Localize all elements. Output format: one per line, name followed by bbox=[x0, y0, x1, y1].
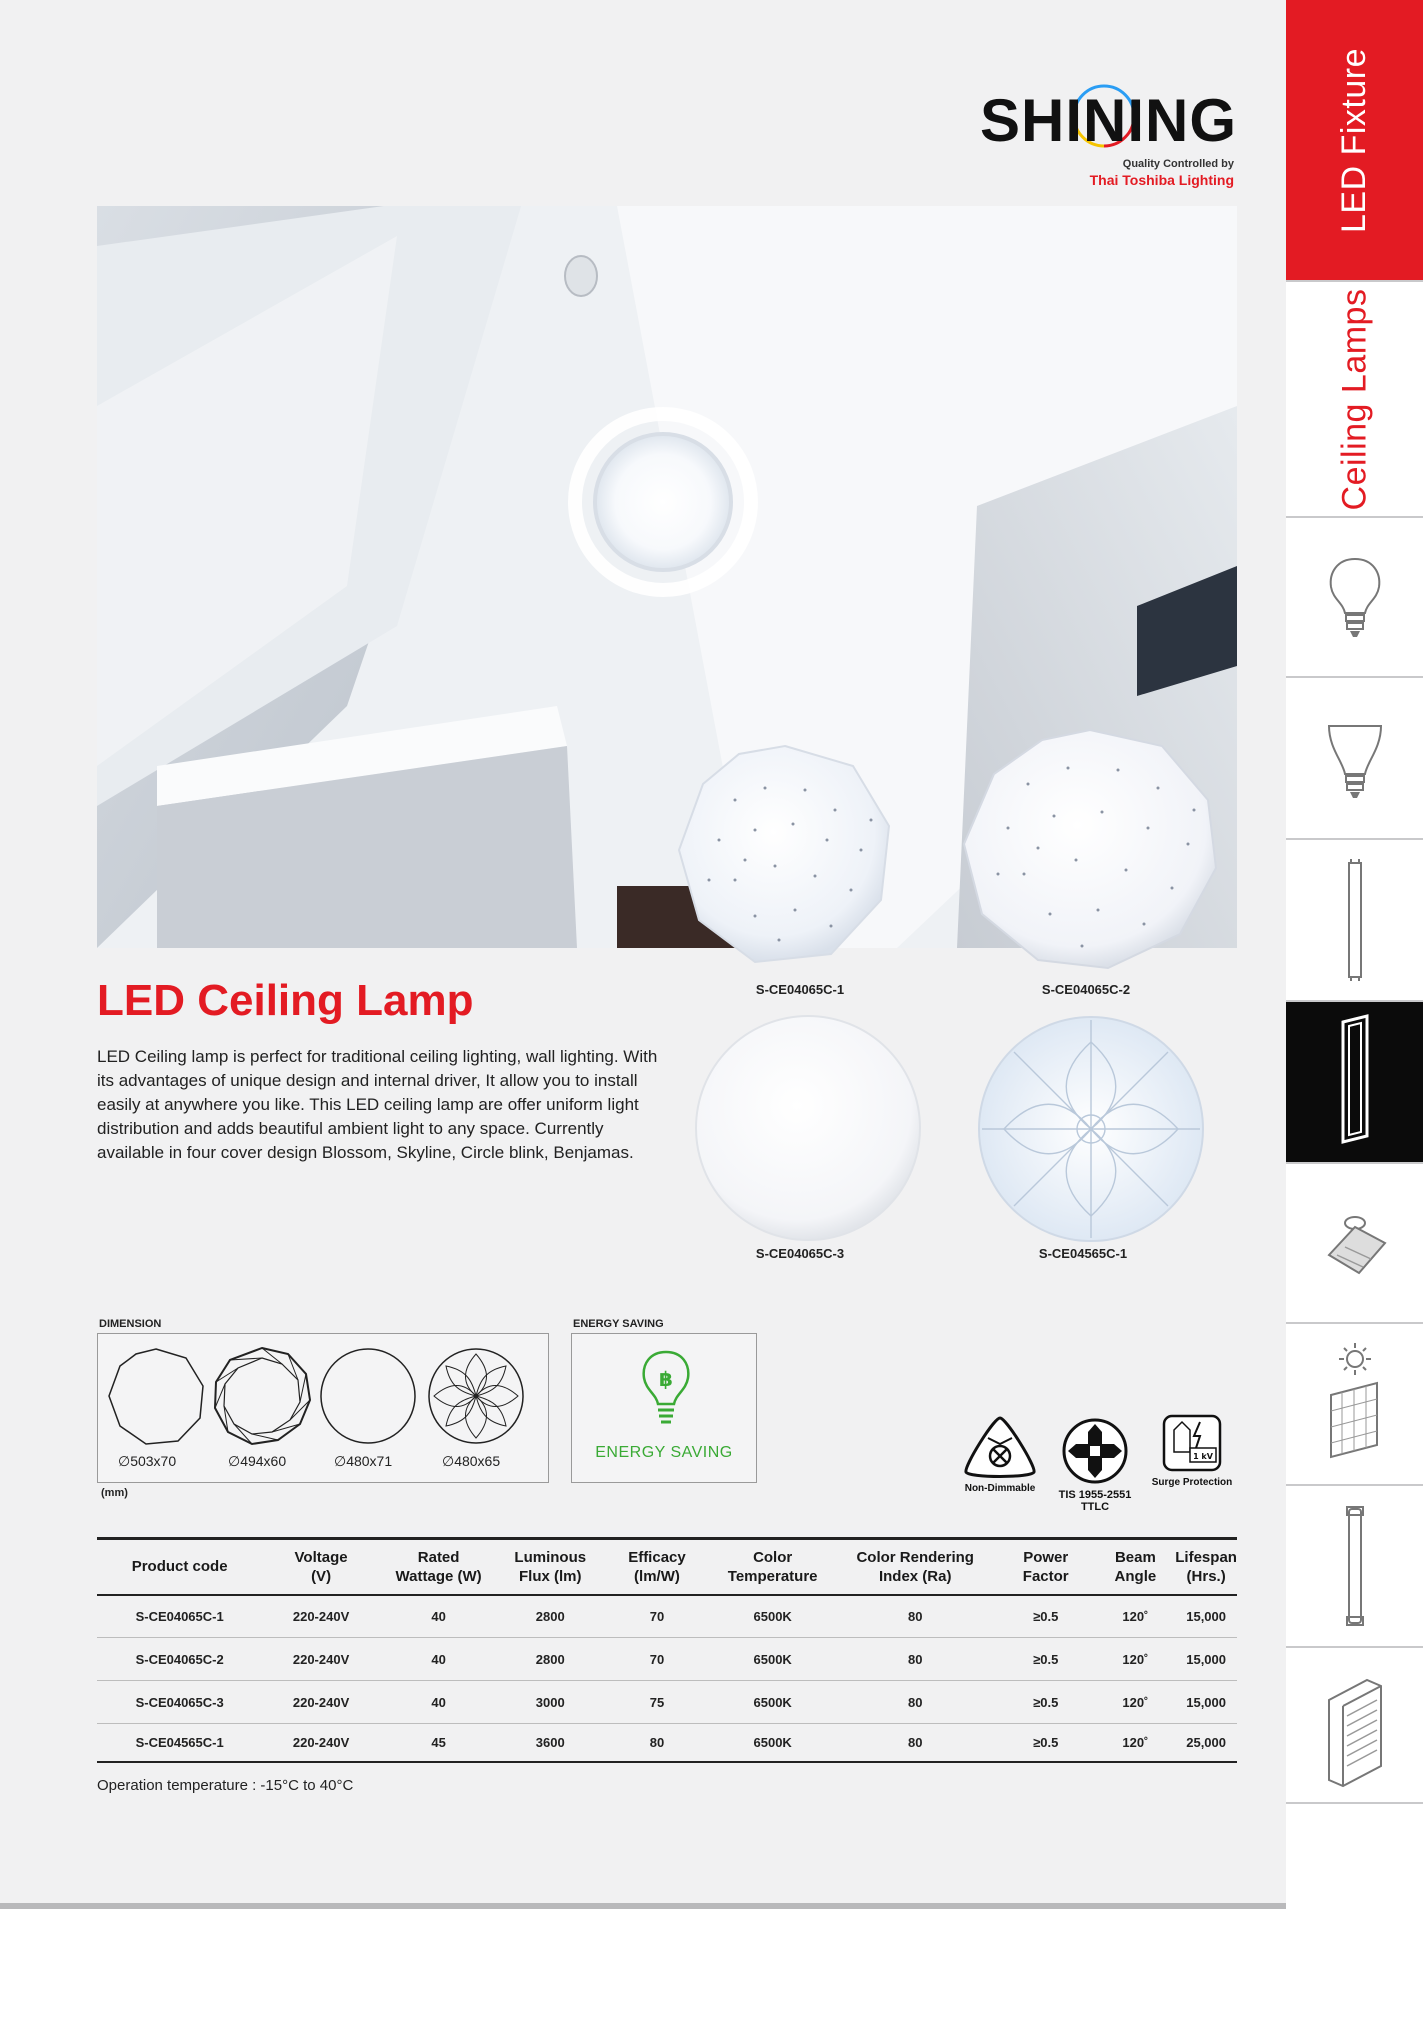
sidebar-item-bulb[interactable] bbox=[1286, 518, 1423, 678]
dimension-label: DIMENSION bbox=[99, 1318, 162, 1330]
dimension-caption-2: ∅494x60 bbox=[228, 1453, 287, 1469]
operation-temperature-note: Operation temperature : -15°C to 40°C bbox=[97, 1777, 354, 1794]
header-power-factor: Power Factor bbox=[996, 1539, 1096, 1595]
product-description: LED Ceiling lamp is perfect for traditional ceiling lighting, wall lighting. With its advantages of unique design and internal driver, It allow you to install easily at anywhere you like. This LED ceiling lamp are offer uniform light distribution and adds beautiful ambient light to any space. Currently available in four cover design Blossom, Skyline, Circle blink, Benjamas. bbox=[97, 1047, 658, 1162]
variant-label-3: S-CE04065C-3 bbox=[755, 1246, 845, 1261]
brand-logo bbox=[980, 86, 1240, 196]
surge-protection-icon bbox=[1160, 1412, 1224, 1474]
header-product-code: Product code bbox=[97, 1539, 262, 1595]
cell-product-code: S-CE04565C-1 bbox=[97, 1724, 262, 1762]
cell-lifespan: 25,000 bbox=[1175, 1724, 1237, 1762]
cell-power-factor: ≥0.5 bbox=[996, 1724, 1096, 1762]
cell-luminous-flux: 2800 bbox=[497, 1595, 603, 1638]
cell-product-code: S-CE04065C-1 bbox=[97, 1595, 262, 1638]
cell-efficacy: 70 bbox=[603, 1638, 711, 1681]
cell-product-code: S-CE04065C-2 bbox=[97, 1638, 262, 1681]
cell-luminous-flux: 3000 bbox=[497, 1681, 603, 1724]
sidebar-category-label: LED Fixture bbox=[1335, 47, 1373, 233]
non-dimmable-icon bbox=[962, 1414, 1038, 1480]
variant-label-4: S-CE04565C-1 bbox=[1038, 1246, 1128, 1261]
dimension-shape-blossom bbox=[426, 1346, 526, 1446]
solar-panel-icon bbox=[1315, 1339, 1395, 1469]
cell-beam-angle: 120˚ bbox=[1096, 1595, 1176, 1638]
spec-table bbox=[97, 1537, 1237, 1763]
cell-lifespan: 15,000 bbox=[1175, 1681, 1237, 1724]
variant-image-1 bbox=[675, 740, 895, 970]
cell-cri: 80 bbox=[835, 1638, 996, 1681]
header-beam-angle: Beam Angle bbox=[1096, 1539, 1176, 1595]
header-wattage: Rated Wattage (W) bbox=[380, 1539, 498, 1595]
sidebar-item-t5-tube[interactable] bbox=[1286, 1486, 1423, 1648]
cell-product-code: S-CE04065C-3 bbox=[97, 1681, 262, 1724]
page-bottom-rule bbox=[0, 1903, 1286, 1909]
surge-protection-badge bbox=[1142, 1412, 1242, 1488]
cell-efficacy: 80 bbox=[603, 1724, 711, 1762]
cell-wattage: 45 bbox=[380, 1724, 498, 1762]
header-color-temperature: Color Temperature bbox=[711, 1539, 835, 1595]
cell-power-factor: ≥0.5 bbox=[996, 1595, 1096, 1638]
cell-efficacy: 75 bbox=[603, 1681, 711, 1724]
variant-label-1: S-CE04065C-1 bbox=[755, 982, 845, 997]
brand-name: SHINING bbox=[980, 87, 1238, 154]
cell-power-factor: ≥0.5 bbox=[996, 1681, 1096, 1724]
highbay-icon bbox=[1315, 1193, 1395, 1293]
tis-certification-badge bbox=[1050, 1416, 1140, 1513]
sidebar-subcategory-label: Ceiling Lamps bbox=[1335, 288, 1374, 510]
bulb-icon bbox=[1315, 547, 1395, 647]
header-luminous-flux: Luminous Flux (lm) bbox=[497, 1539, 603, 1595]
dimension-shape-faceted bbox=[212, 1346, 312, 1446]
dimension-shape-circle bbox=[318, 1346, 418, 1446]
cabinet-icon bbox=[1315, 1660, 1395, 1790]
cell-wattage: 40 bbox=[380, 1638, 498, 1681]
cell-luminous-flux: 3600 bbox=[497, 1724, 603, 1762]
tis-lab-text: TTLC bbox=[1080, 1501, 1110, 1513]
cell-cri: 80 bbox=[835, 1681, 996, 1724]
variant-image-4 bbox=[974, 1012, 1208, 1246]
tube-icon bbox=[1315, 855, 1395, 985]
non-dimmable-badge bbox=[955, 1414, 1045, 1494]
cell-voltage: 220-240V bbox=[262, 1724, 380, 1762]
sidebar-item-solar[interactable] bbox=[1286, 1324, 1423, 1486]
cell-beam-angle: 120˚ bbox=[1096, 1638, 1176, 1681]
cell-color-temperature: 6500K bbox=[711, 1638, 835, 1681]
table-row bbox=[97, 1638, 1237, 1681]
energy-saving-text: ENERGY SAVING bbox=[595, 1444, 733, 1461]
sidebar-tab-led-fixture[interactable] bbox=[1286, 0, 1423, 282]
surge-protection-text: Surge Protection bbox=[1151, 1477, 1233, 1488]
table-row bbox=[97, 1724, 1237, 1762]
non-dimmable-text: Non-Dimmable bbox=[964, 1483, 1036, 1494]
table-row bbox=[97, 1681, 1237, 1724]
cell-wattage: 40 bbox=[380, 1595, 498, 1638]
reflector-bulb-icon bbox=[1315, 708, 1395, 808]
cell-voltage: 220-240V bbox=[262, 1595, 380, 1638]
spec-table-header-row bbox=[97, 1539, 1237, 1595]
energy-saving-box bbox=[571, 1333, 757, 1483]
header-efficacy: Efficacy (lm/W) bbox=[603, 1539, 711, 1595]
brand-tagline-2: Thai Toshiba Lighting bbox=[1089, 172, 1234, 188]
sidebar-item-highbay[interactable] bbox=[1286, 1164, 1423, 1324]
dimension-caption-4: ∅480x65 bbox=[442, 1453, 501, 1469]
table-row bbox=[97, 1595, 1237, 1638]
tis-standard-text: TIS 1955-2551 bbox=[1058, 1489, 1132, 1501]
batten-icon bbox=[1315, 1012, 1395, 1152]
sidebar-item-reflector-bulb[interactable] bbox=[1286, 678, 1423, 840]
variant-image-2 bbox=[958, 724, 1222, 974]
sidebar-tab-ceiling-lamps[interactable] bbox=[1286, 282, 1423, 518]
category-sidebar bbox=[1286, 0, 1423, 2029]
variant-label-2: S-CE04065C-2 bbox=[1041, 982, 1131, 997]
baht-symbol: ฿ bbox=[659, 1367, 673, 1391]
energy-bulb-icon bbox=[638, 1348, 694, 1438]
cell-color-temperature: 6500K bbox=[711, 1595, 835, 1638]
dimension-unit: (mm) bbox=[101, 1487, 128, 1499]
cell-voltage: 220-240V bbox=[262, 1681, 380, 1724]
cell-cri: 80 bbox=[835, 1595, 996, 1638]
cell-efficacy: 70 bbox=[603, 1595, 711, 1638]
sidebar-item-cabinet[interactable] bbox=[1286, 1648, 1423, 1804]
cell-luminous-flux: 2800 bbox=[497, 1638, 603, 1681]
sidebar-item-tube[interactable] bbox=[1286, 840, 1423, 1002]
energy-saving-label: ENERGY SAVING bbox=[573, 1318, 664, 1330]
surge-value-text: 1 kV bbox=[1193, 1452, 1213, 1461]
cell-lifespan: 15,000 bbox=[1175, 1595, 1237, 1638]
tis-mark-icon bbox=[1060, 1416, 1130, 1486]
dimension-shape-polygon bbox=[106, 1346, 206, 1446]
cell-beam-angle: 120˚ bbox=[1096, 1724, 1176, 1762]
sidebar-item-batten[interactable] bbox=[1286, 1002, 1423, 1164]
cell-lifespan: 15,000 bbox=[1175, 1638, 1237, 1681]
cell-power-factor: ≥0.5 bbox=[996, 1638, 1096, 1681]
cell-voltage: 220-240V bbox=[262, 1638, 380, 1681]
product-title: LED Ceiling Lamp bbox=[97, 976, 474, 1025]
header-voltage: Voltage (V) bbox=[262, 1539, 380, 1595]
cell-color-temperature: 6500K bbox=[711, 1681, 835, 1724]
dimension-caption-3: ∅480x71 bbox=[334, 1453, 393, 1469]
cell-beam-angle: 120˚ bbox=[1096, 1681, 1176, 1724]
dimension-box bbox=[97, 1333, 549, 1483]
dimension-caption-1: ∅503x70 bbox=[118, 1453, 177, 1469]
header-lifespan: Lifespan (Hrs.) bbox=[1175, 1539, 1237, 1595]
header-cri: Color Rendering Index (Ra) bbox=[835, 1539, 996, 1595]
cell-wattage: 40 bbox=[380, 1681, 498, 1724]
brand-tagline-1: Quality Controlled by bbox=[1122, 158, 1234, 170]
cell-color-temperature: 6500K bbox=[711, 1724, 835, 1762]
t5-tube-icon bbox=[1315, 1501, 1395, 1631]
cell-cri: 80 bbox=[835, 1724, 996, 1762]
variant-image-3 bbox=[690, 1010, 926, 1246]
